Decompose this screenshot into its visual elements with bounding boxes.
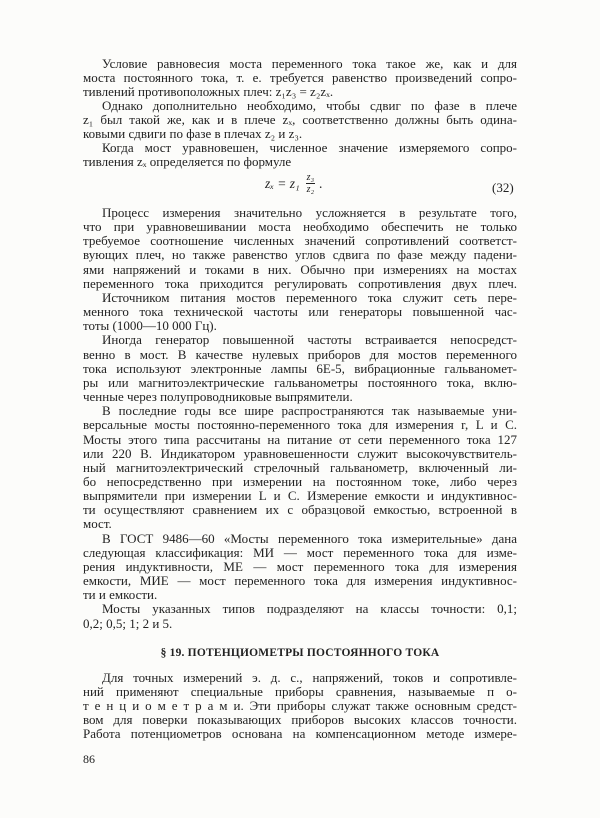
text-line: Когда мост уравновешен, численное значение измеряемого сопро- xyxy=(102,140,517,155)
text-line: ченные через полупроводниковые выпрямители. xyxy=(83,389,353,405)
text-line: Работа потенциометров основана на компенсационном методе измере- xyxy=(83,726,517,741)
text-line: ти и емкости. xyxy=(83,587,158,603)
text-line: Источником питания мостов переменного тока служит сеть пере- xyxy=(102,289,517,305)
text-line: Процесс измерения значительно усложняется в результате того, xyxy=(102,205,517,220)
text-block-potentiometers xyxy=(83,671,517,741)
text-line: Иногда генератор повышенной частоты встраивается непосредст- xyxy=(102,332,517,348)
text-block-bridge-details xyxy=(83,206,517,631)
text-block-bridge-balance xyxy=(83,57,517,169)
formula-lhs: zₓ xyxy=(265,175,275,191)
text-line: следующая классификация: МИ — мост переменного тока для изме- xyxy=(83,544,517,560)
text-line: В ГОСТ 9486—60 «Мосты переменного тока измерительные» дана xyxy=(102,530,517,546)
text-line: версальные мосты постоянно-переменного тока для измерения r, L и C. xyxy=(83,417,517,433)
text-line: тивления zₓ определяется по формуле xyxy=(83,154,292,169)
text-line: вом для поверки показывающих приборов высоких классов точности. xyxy=(83,712,517,727)
formula-end: . xyxy=(319,175,323,191)
text-line: тока используют электронные лампы 6Е-5, вибрационные гальваномет- xyxy=(83,360,517,376)
text-line: или 220 В. Индикатором уравновешенности служит высокочувствитель- xyxy=(83,445,517,461)
text-line: ный магнитоэлектрический стрелочный гальванометр, включенный ли- xyxy=(83,459,517,475)
text-line: Условие равновесия моста переменного тока такое же, как и для xyxy=(102,56,517,71)
text-line: ти осуществляют сравнением их с образцовой емкостью, встроенной в xyxy=(83,502,517,518)
text-line: ний применяют специальные приборы сравнения, называемые п о- xyxy=(83,684,517,699)
text-line: В последние годы все шире распространяются так называемые уни- xyxy=(102,403,517,419)
text-line: ями напряжений и токами в них. Обычно при измерениях на мостах xyxy=(83,261,517,277)
text-line: тоты (1000—10 000 Гц). xyxy=(83,318,217,334)
text-line: т е н ц и о м е т р а м и. Эти приборы служат также основным средст- xyxy=(83,698,517,713)
formula-equals: = xyxy=(278,175,286,191)
text-line: 0,2; 0,5; 1; 2 и 5. xyxy=(83,615,173,631)
text-line: z₁ был такой же, как и в плече zₓ, соответственно должны быть одина- xyxy=(83,112,517,127)
formula-factor: z₁ xyxy=(289,175,300,191)
text-line: что при уравновешивании моста необходимо обеспечить не только xyxy=(83,219,517,235)
section-heading: § 19. ПОТЕНЦИОМЕТРЫ ПОСТОЯННОГО ТОКА xyxy=(160,647,440,659)
text-line: рения индуктивности, МЕ — мост переменного тока для измерения xyxy=(83,558,517,574)
text-line: бо непосредственно при измерении на постоянном токе, либо через xyxy=(83,473,517,489)
formula-numerator: z₃ xyxy=(306,172,315,183)
text-line: требуемое соотношение численных значений сопротивлений соответст- xyxy=(83,233,517,249)
text-line: тивлений противоположных плеч: z₁z₃ = z₂zₓ. xyxy=(83,84,334,99)
text-line: выпрямители при измерении L и C. Измерение емкости и индуктивнос- xyxy=(83,488,517,504)
text-line: моста постоянного тока, т. е. требуется равенство произведений сопро- xyxy=(83,70,517,85)
formula-denominator: z₂ xyxy=(306,184,315,195)
text-line: вующих плеч, но также равенство углов сдвига по фазе между падени- xyxy=(83,247,517,263)
text-line: Для точных измерений э. д. с., напряжений, токов и сопротивле- xyxy=(102,670,517,685)
text-line: Мосты этого типа рассчитаны на питание от сети переменного тока 127 xyxy=(83,431,517,447)
formula-fraction xyxy=(306,172,315,195)
text-line: венно в мост. В качестве нулевых приборов для мостов переменного xyxy=(83,346,517,362)
text-line: мост. xyxy=(83,516,112,532)
text-line: емкости, МИЕ — мост переменного тока для измерения индуктивнос- xyxy=(83,573,517,589)
page-number: 86 xyxy=(83,752,95,766)
text-line: Мосты указанных типов подразделяют на классы точности: 0,1; xyxy=(102,601,517,617)
text-line: ры или магнитоэлектрические гальванометры постоянного тока, вклю- xyxy=(83,374,517,390)
text-line: Однако дополнительно необходимо, чтобы сдвиг по фазе в плече xyxy=(102,98,517,113)
formula-32 xyxy=(265,172,322,195)
text-line: переменного тока приходится регулировать сопротивления двух плеч. xyxy=(83,275,517,291)
text-line: менного тока технической частоты или генераторы повышенной час- xyxy=(83,304,517,320)
equation-number: (32) xyxy=(492,180,514,195)
text-line: ковыми сдвиги по фазе в плечах z₂ и z₃. xyxy=(83,126,303,141)
